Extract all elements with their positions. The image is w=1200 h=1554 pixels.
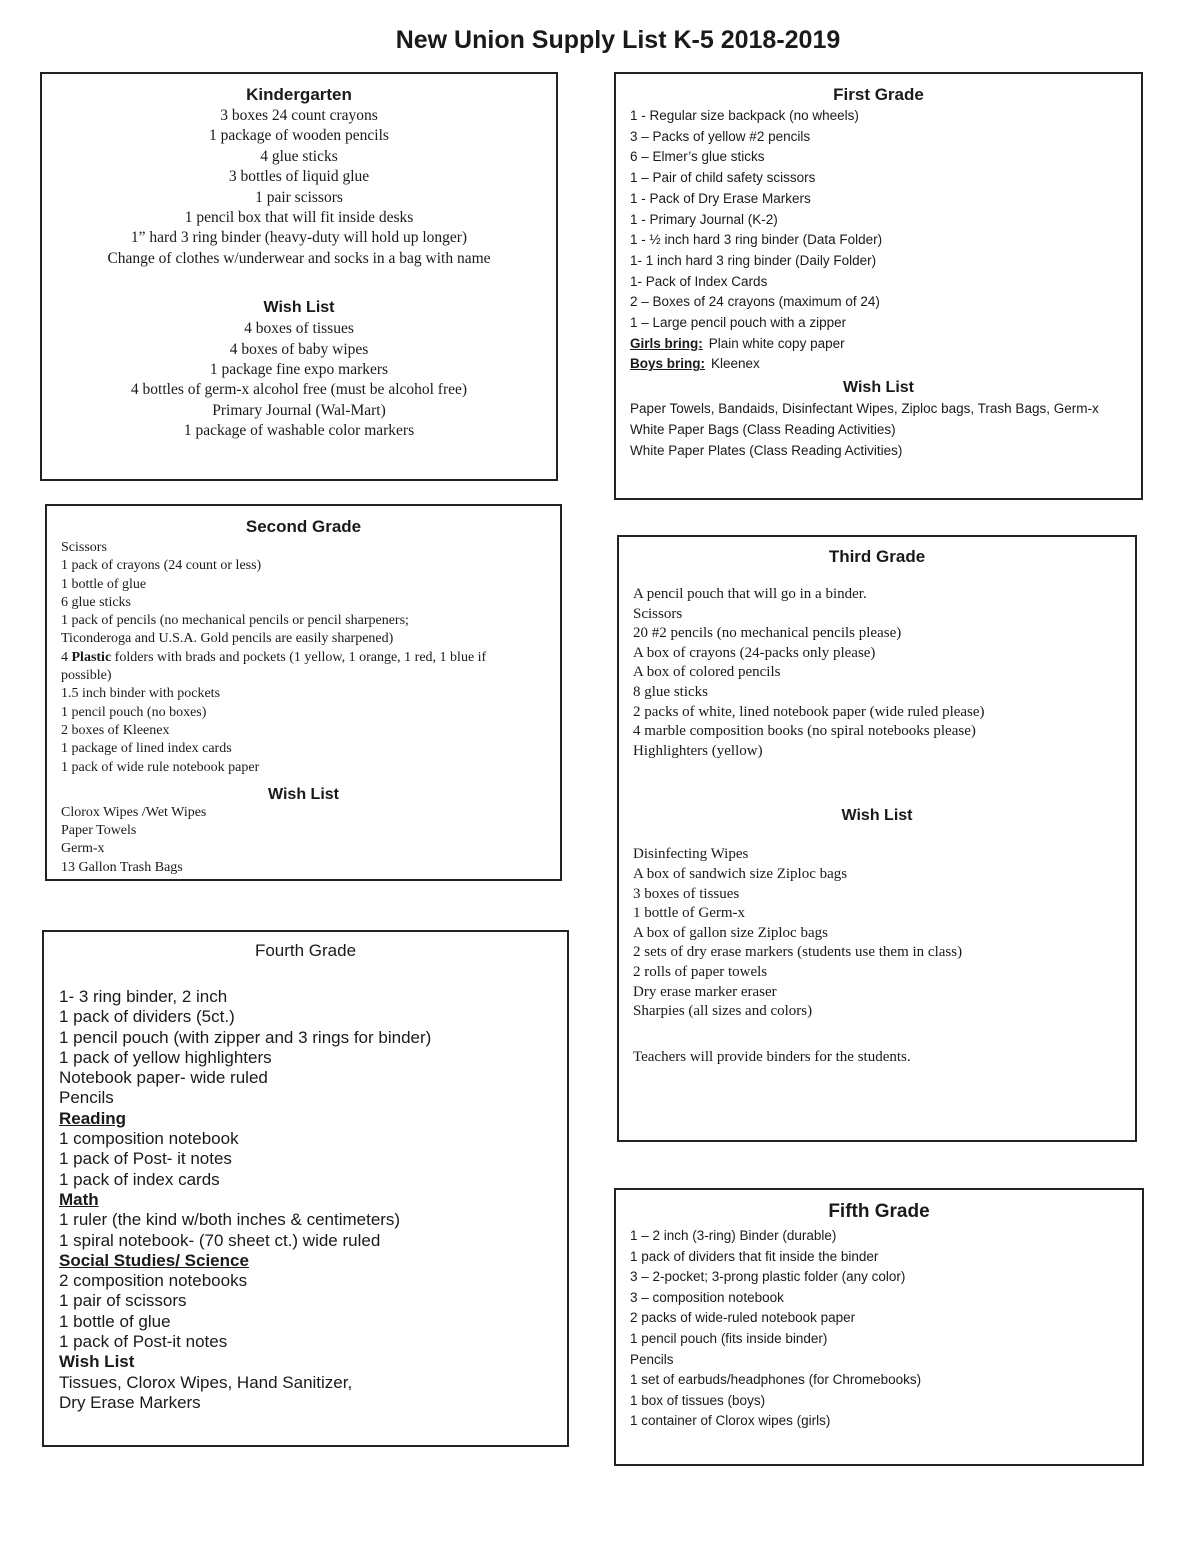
first-grade-wish-list bbox=[616, 399, 1141, 461]
list-item: 3 boxes of tissues bbox=[633, 885, 740, 902]
list-item: 4 marble composition books (no spiral notebooks please) bbox=[633, 723, 976, 740]
reading-heading: Reading bbox=[59, 1108, 127, 1128]
list-item: 1 package of washable color markers bbox=[183, 422, 415, 440]
list-item: 1 package of wooden pencils bbox=[209, 127, 389, 145]
kindergarten-section bbox=[40, 72, 558, 481]
list-item: 20 #2 pencils (no mechanical pencils please) bbox=[633, 625, 902, 642]
list-item: Highlighters (yellow) bbox=[633, 742, 763, 759]
second-grade-wish-list bbox=[47, 804, 560, 877]
social-studies-science-heading: Social Studies/ Science bbox=[59, 1250, 249, 1270]
first-grade-section bbox=[614, 72, 1143, 500]
boys-bring-value: Kleenex bbox=[711, 356, 760, 372]
list-item: Disinfecting Wipes bbox=[633, 846, 749, 863]
list-item: 4 boxes of tissues bbox=[244, 320, 354, 338]
third-grade-wish-list bbox=[619, 845, 1135, 1021]
girls-bring-value: Plain white copy paper bbox=[708, 335, 845, 351]
fourth-grade-list bbox=[44, 987, 567, 1413]
list-item: 1- 3 ring binder, 2 inch bbox=[59, 987, 228, 1006]
list-item: 1 bottle of glue bbox=[59, 1311, 171, 1331]
list-item: 2 rolls of paper towels bbox=[633, 963, 768, 980]
list-item: 2 boxes of Kleenex bbox=[61, 722, 170, 738]
list-item: Tissues, Clorox Wipes, Hand Sanitizer, bbox=[59, 1372, 353, 1392]
third-grade-list bbox=[619, 585, 1135, 761]
list-item: Pencils bbox=[59, 1088, 114, 1108]
list-item: 2 – Boxes of 24 crayons (maximum of 24) bbox=[630, 294, 880, 310]
list-item: Ticonderoga and U.S.A. Gold pencils are easily sharpened) bbox=[61, 631, 394, 647]
third-grade-heading: Third Grade bbox=[828, 547, 926, 566]
list-item: 1 pencil pouch (no boxes) bbox=[61, 704, 207, 720]
list-item: 1” hard 3 ring binder (heavy-duty will hold up longer) bbox=[130, 229, 468, 247]
list-item: 1 pack of Post-it notes bbox=[59, 1332, 228, 1352]
second-grade-section bbox=[45, 504, 562, 881]
list-item: 1 - Regular size backpack (no wheels) bbox=[630, 108, 859, 123]
list-item: 1 bottle of glue bbox=[61, 576, 147, 592]
list-item: Clorox Wipes /Wet Wipes bbox=[61, 804, 207, 820]
kindergarten-wish-list bbox=[42, 319, 556, 441]
list-item: 1 spiral notebook- (70 sheet ct.) wide ruled bbox=[59, 1230, 381, 1250]
list-item: 1 pack of dividers (5ct.) bbox=[59, 1007, 235, 1027]
folders-prefix: 4 bbox=[61, 649, 72, 665]
list-item: 1- Pack of Index Cards bbox=[630, 273, 768, 289]
list-item: 4 glue sticks bbox=[260, 147, 338, 165]
list-item: 3 bottles of liquid glue bbox=[228, 168, 370, 186]
list-item: 1 set of earbuds/headphones (for Chromebooks) bbox=[630, 1372, 922, 1388]
list-item: 1 pack of index cards bbox=[59, 1169, 220, 1189]
list-item: 1- 1 inch hard 3 ring binder (Daily Folder) bbox=[630, 252, 877, 268]
list-item: 13 Gallon Trash Bags bbox=[61, 859, 183, 875]
list-item: 1.5 inch binder with pockets bbox=[61, 686, 221, 702]
list-item: A pencil pouch that will go in a binder. bbox=[633, 586, 867, 602]
kindergarten-list bbox=[42, 106, 556, 269]
list-item: Scissors bbox=[633, 605, 683, 622]
list-item: 1 - ½ inch hard 3 ring binder (Data Folder) bbox=[630, 232, 883, 248]
list-item: 1 – 2 inch (3-ring) Binder (durable) bbox=[630, 1228, 837, 1243]
third-grade-wish-heading: Wish List bbox=[841, 807, 913, 825]
list-item: 1 pack of pencils (no mechanical pencils or pencil sharpeners; bbox=[61, 613, 409, 629]
fourth-grade-heading: Fourth Grade bbox=[254, 941, 357, 960]
list-item: Paper Towels, Bandaids, Disinfectant Wipes, Ziploc bags, Trash Bags, Germ-x bbox=[630, 401, 1099, 417]
list-item: 2 packs of white, lined notebook paper (wide ruled please) bbox=[633, 703, 985, 720]
list-item: A box of crayons (24-packs only please) bbox=[633, 644, 876, 661]
list-item: 1 pencil pouch (with zipper and 3 rings for binder) bbox=[59, 1027, 432, 1047]
boys-bring-item bbox=[630, 354, 1141, 375]
fifth-grade-section bbox=[614, 1188, 1144, 1466]
list-item: 1 pack of yellow highlighters bbox=[59, 1047, 272, 1067]
list-item: 1 composition notebook bbox=[59, 1129, 239, 1149]
kindergarten-wish-heading: Wish List bbox=[263, 299, 335, 317]
list-item: 1 pack of crayons (24 count or less) bbox=[61, 558, 262, 574]
math-heading: Math bbox=[59, 1189, 99, 1209]
list-item: 3 – composition notebook bbox=[630, 1289, 784, 1305]
list-item: Pencils bbox=[630, 1351, 674, 1367]
page-title: New Union Supply List K-5 2018-2019 bbox=[395, 26, 841, 54]
third-grade-section bbox=[617, 535, 1137, 1142]
second-grade-heading: Second Grade bbox=[245, 517, 362, 536]
list-item: 1 container of Clorox wipes (girls) bbox=[630, 1413, 831, 1429]
third-grade-note: Teachers will provide binders for the students. bbox=[633, 1048, 911, 1065]
list-item: 8 glue sticks bbox=[633, 683, 708, 700]
fourth-grade-section bbox=[42, 930, 569, 1447]
fourth-grade-wish-heading: Wish List bbox=[59, 1352, 135, 1372]
list-item: A box of gallon size Ziploc bags bbox=[633, 924, 828, 941]
list-item: 4 boxes of baby wipes bbox=[229, 340, 369, 358]
list-item: 6 glue sticks bbox=[61, 594, 131, 610]
list-item: Dry erase marker eraser bbox=[633, 983, 777, 1000]
list-item: 3 boxes 24 count crayons bbox=[220, 107, 378, 124]
list-item: Dry Erase Markers bbox=[59, 1392, 201, 1412]
kindergarten-heading: Kindergarten bbox=[246, 85, 352, 104]
list-item: 1 – Pair of child safety scissors bbox=[630, 170, 816, 186]
list-item: 1 - Primary Journal (K-2) bbox=[630, 211, 778, 227]
list-item: 1 pack of dividers that fit inside the binder bbox=[630, 1248, 879, 1264]
list-item bbox=[61, 649, 560, 686]
list-item: 1 pair of scissors bbox=[59, 1291, 187, 1311]
list-item: 1 - Pack of Dry Erase Markers bbox=[630, 190, 811, 206]
list-item: 1 bottle of Germ-x bbox=[633, 905, 746, 922]
list-item: A box of colored pencils bbox=[633, 664, 781, 681]
list-item: 4 bottles of germ-x alcohol free (must be alcohol free) bbox=[130, 381, 468, 399]
fifth-grade-heading: Fifth Grade bbox=[828, 1201, 930, 1222]
first-grade-list bbox=[616, 106, 1141, 375]
boys-bring-label: Boys bring: bbox=[630, 356, 706, 372]
list-item: 1 pack of Post- it notes bbox=[59, 1149, 232, 1169]
fifth-grade-list bbox=[616, 1226, 1142, 1432]
folders-bold: Plastic bbox=[71, 649, 112, 665]
list-item: 1 package of lined index cards bbox=[61, 741, 232, 757]
folders-rest: folders with brads and pockets (1 yellow, 1 orange, 1 red, 1 blue if possible) bbox=[61, 649, 487, 684]
list-item: Notebook paper- wide ruled bbox=[59, 1068, 268, 1088]
list-item: A box of sandwich size Ziploc bags bbox=[633, 865, 848, 882]
list-item: 3 – Packs of yellow #2 pencils bbox=[630, 128, 811, 144]
list-item: 1 – Large pencil pouch with a zipper bbox=[630, 315, 847, 331]
list-item: White Paper Bags (Class Reading Activities) bbox=[630, 421, 896, 437]
second-grade-wish-heading: Wish List bbox=[268, 785, 339, 803]
girls-bring-label: Girls bring: bbox=[630, 335, 703, 351]
list-item: 6 – Elmer’s glue sticks bbox=[630, 149, 765, 165]
list-item: Scissors bbox=[61, 540, 107, 555]
list-item: 1 pencil pouch (fits inside binder) bbox=[630, 1330, 828, 1346]
list-item: Primary Journal (Wal-Mart) bbox=[212, 401, 386, 419]
second-grade-list bbox=[47, 539, 560, 777]
list-item: 1 pair scissors bbox=[255, 188, 343, 206]
list-item: Change of clothes w/underwear and socks in a bag with name bbox=[107, 249, 491, 267]
list-item: 1 pack of wide rule notebook paper bbox=[61, 759, 260, 775]
list-item: 1 pencil box that will fit inside desks bbox=[184, 209, 414, 227]
list-item: White Paper Plates (Class Reading Activities) bbox=[630, 442, 903, 458]
first-grade-heading: First Grade bbox=[833, 85, 924, 104]
list-item: Paper Towels bbox=[61, 823, 137, 839]
girls-bring-item bbox=[630, 334, 1141, 355]
list-item: Sharpies (all sizes and colors) bbox=[633, 1003, 813, 1020]
list-item: 1 ruler (the kind w/both inches & centimeters) bbox=[59, 1210, 401, 1230]
list-item: 1 box of tissues (boys) bbox=[630, 1392, 766, 1408]
list-item: 1 package fine expo markers bbox=[209, 361, 389, 379]
list-item: 2 sets of dry erase markers (students use them in class) bbox=[633, 944, 963, 961]
list-item: 3 – 2-pocket; 3-prong plastic folder (any color) bbox=[630, 1269, 906, 1285]
list-item: Germ-x bbox=[61, 841, 105, 857]
list-item: 2 packs of wide-ruled notebook paper bbox=[630, 1310, 856, 1326]
list-item: 2 composition notebooks bbox=[59, 1271, 248, 1291]
first-grade-wish-heading: Wish List bbox=[843, 379, 914, 397]
